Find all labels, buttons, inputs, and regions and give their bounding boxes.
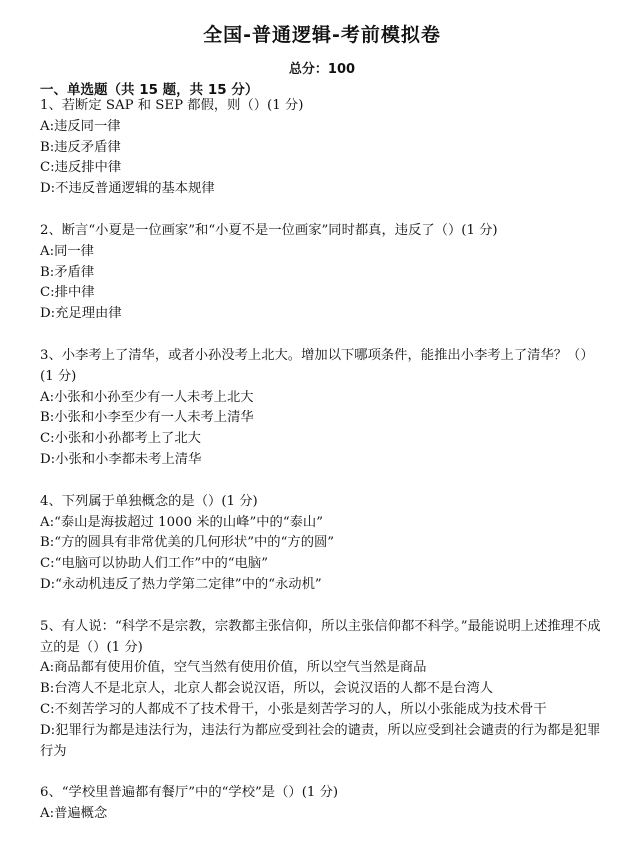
option-b[interactable]: B:台湾人不是北京人，北京人都会说汉语，所以，会说汉语的人都不是台湾人	[40, 681, 494, 697]
option-c[interactable]: C:不刻苦学习的人都成不了技术骨干，小张是刻苦学习的人，所以小张能成为技术骨干	[40, 701, 547, 717]
option-c[interactable]: C:“电脑可以协助人们工作”中的“电脑”	[40, 556, 269, 572]
page-title: 全国-普通逻辑-考前模拟卷	[203, 24, 441, 46]
option-a[interactable]: A:小张和小孙至少有一人未考上北大	[40, 389, 254, 405]
option-b[interactable]: B:矛盾律	[40, 264, 95, 280]
option-a[interactable]: A:违反同一律	[40, 118, 121, 134]
option-c[interactable]: C:排中律	[40, 285, 95, 301]
section-heading: 一、单选题（共 15 题，共 15 分）	[40, 82, 259, 98]
option-b[interactable]: B:违反矛盾律	[40, 139, 121, 155]
question-list	[40, 96, 605, 846]
question-3	[40, 346, 605, 471]
question-stem: 2、断言“小夏是一位画家”和“小夏不是一位画家”同时都真，违反了（）(1 分)	[40, 222, 498, 238]
question-stem: 5、有人说：“科学不是宗教，宗教都主张信仰，所以主张信仰都不科学。”最能说明上述推理不成立的是（）(1 分)	[40, 618, 601, 655]
option-a[interactable]: A:“泰山是海拔超过 1000 米的山峰”中的“泰山”	[40, 514, 324, 530]
option-a[interactable]: A:同一律	[40, 243, 94, 259]
question-4	[40, 492, 605, 596]
option-a[interactable]: A:普遍概念	[40, 806, 108, 822]
question-stem: 4、下列属于单独概念的是（）(1 分)	[40, 493, 258, 509]
option-d[interactable]: D:充足理由律	[40, 306, 122, 322]
total-score: 总分：100	[288, 62, 356, 77]
question-6	[40, 783, 605, 825]
question-5	[40, 617, 605, 763]
option-d[interactable]: D:小张和小李都未考上清华	[40, 451, 202, 467]
option-c[interactable]: C:违反排中律	[40, 160, 122, 176]
option-b[interactable]: B:“方的圆具有非常优美的几何形状”中的“方的圆”	[40, 535, 335, 551]
question-2	[40, 221, 605, 325]
option-a[interactable]: A:商品都有使用价值，空气当然有使用价值，所以空气当然是商品	[40, 660, 427, 676]
option-d[interactable]: D:不违反普通逻辑的基本规律	[40, 181, 215, 197]
option-c[interactable]: C:小张和小孙都考上了北大	[40, 431, 201, 447]
question-stem: 6、“学校里普遍都有餐厅”中的“学校”是（）(1 分)	[40, 785, 339, 801]
option-d[interactable]: D:“永动机违反了热力学第二定律”中的“永动机”	[40, 576, 322, 592]
question-stem: 3、小李考上了清华，或者小孙没考上北大。增加以下哪项条件，能推出小李考上了清华？（）(1 分)	[40, 347, 594, 384]
option-b[interactable]: B:小张和小李至少有一人未考上清华	[40, 410, 254, 426]
option-d[interactable]: D:犯罪行为都是违法行为，违法行为都应受到社会的谴责，所以应受到社会谴责的行为都是犯罪行为	[40, 722, 601, 759]
question-stem: 1、若断定 SAP 和 SEP 都假，则（）(1 分)	[40, 98, 304, 113]
question-1	[40, 96, 605, 200]
